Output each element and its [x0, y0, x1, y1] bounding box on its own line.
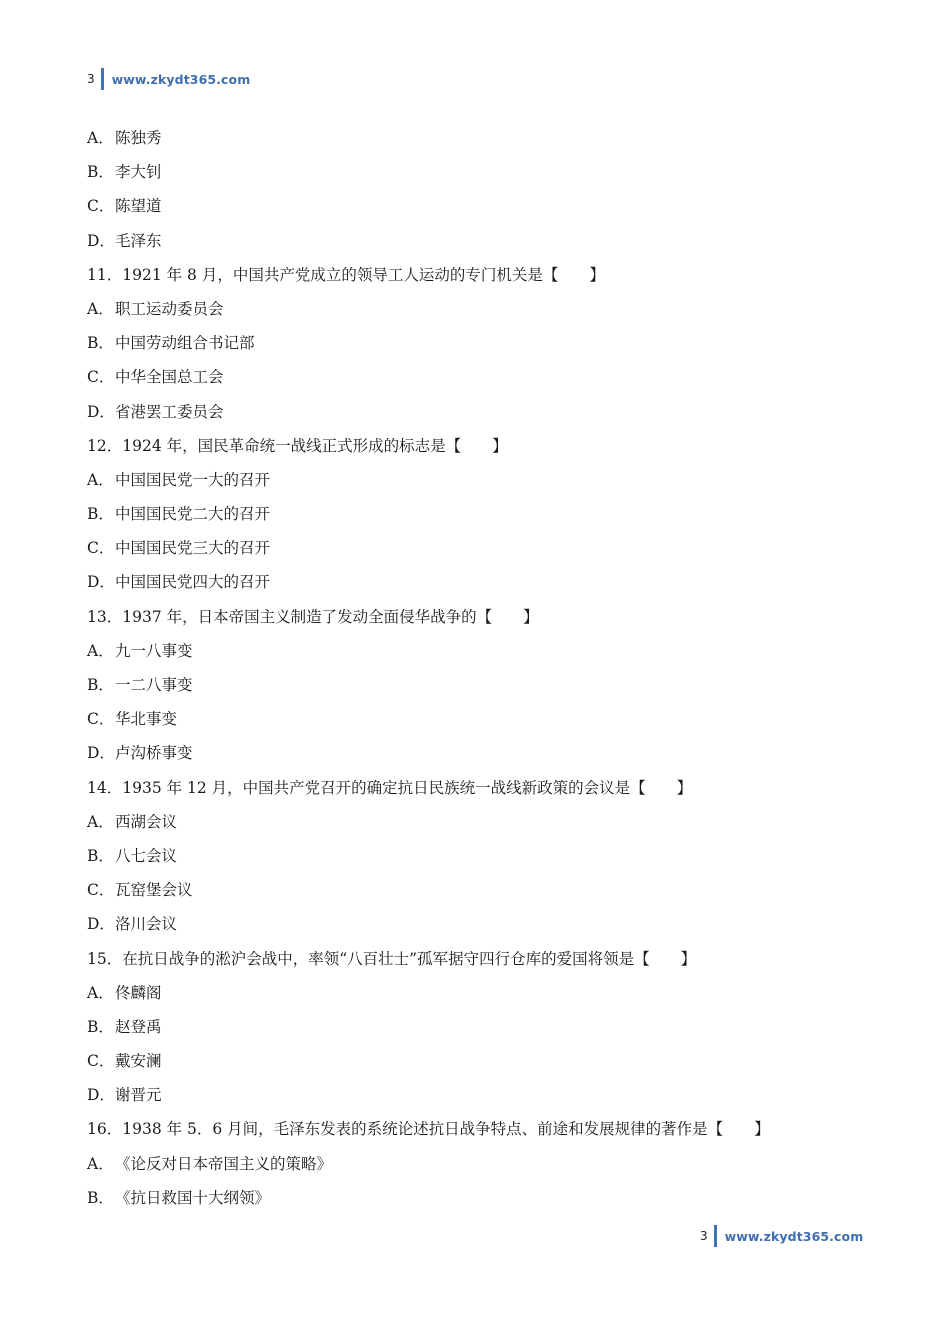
- option-text: 一二八事变: [115, 676, 193, 694]
- option-label: C．: [87, 368, 115, 387]
- option-label: A．: [87, 129, 114, 147]
- option-text: 《论反对日本帝国主义的策略》: [115, 1154, 333, 1173]
- option-label: D．: [87, 231, 115, 250]
- option-text: 洛川会议: [115, 915, 178, 934]
- option-text: 李大钊: [115, 163, 162, 182]
- option-label: C．: [87, 1052, 115, 1071]
- option-text: 瓦窑堡会议: [115, 881, 193, 900]
- option-line: [87, 531, 867, 565]
- question-text: 1935 年 12 月，中国共产党召开的确定抗日民族统一战线新政策的会议是【 】: [122, 778, 693, 797]
- option-line: [87, 463, 867, 497]
- option-line: [87, 1181, 867, 1215]
- option-label: B．: [87, 1017, 114, 1036]
- option-label: B．: [87, 163, 114, 182]
- question-number: 16．: [87, 1120, 123, 1139]
- option-label: C．: [87, 710, 115, 729]
- page-header: [87, 68, 250, 90]
- footer-divider: [714, 1225, 717, 1247]
- option-label: D．: [87, 744, 115, 763]
- option-text: 谢晋元: [115, 1086, 162, 1105]
- option-text: 西湖会议: [115, 812, 178, 831]
- option-line: [87, 565, 867, 599]
- header-page-number: 3: [87, 72, 95, 86]
- option-label: A．: [87, 983, 114, 1002]
- option-text: 中国劳动组合书记部: [115, 334, 255, 353]
- option-label: D．: [87, 402, 115, 421]
- question-text: 1924 年，国民革命统一战线正式形成的标志是【 】: [122, 436, 508, 455]
- document-body: [87, 121, 867, 1215]
- option-label: C．: [87, 539, 115, 558]
- option-text: 八七会议: [115, 846, 178, 865]
- option-line: [87, 907, 867, 941]
- option-line: [87, 634, 867, 668]
- option-line: [87, 976, 867, 1010]
- option-label: B．: [87, 334, 114, 353]
- option-line: [87, 395, 867, 429]
- question-line: [87, 600, 867, 634]
- question-line: [87, 1112, 867, 1146]
- option-label: B．: [87, 846, 114, 865]
- option-text: 卢沟桥事变: [115, 744, 193, 763]
- option-text: 《抗日救国十大纲领》: [115, 1188, 271, 1207]
- option-text: 中华全国总工会: [115, 368, 224, 387]
- option-text: 职工运动委员会: [115, 299, 224, 318]
- option-label: A．: [87, 1154, 114, 1173]
- question-line: [87, 258, 867, 292]
- option-text: 九一八事变: [115, 641, 193, 660]
- option-label: B．: [87, 676, 114, 694]
- option-line: [87, 1078, 867, 1112]
- option-text: 毛泽东: [115, 231, 162, 250]
- option-line: [87, 224, 867, 258]
- option-label: A．: [87, 641, 114, 660]
- option-line: [87, 736, 867, 770]
- option-text: 中国国民党三大的召开: [115, 539, 271, 558]
- footer-url: www.zkydt365.com: [724, 1228, 864, 1244]
- option-line: [87, 873, 867, 907]
- option-text: 陈望道: [115, 197, 162, 216]
- question-text: 1937 年，日本帝国主义制造了发动全面侵华战争的【 】: [122, 607, 539, 626]
- option-text: 中国国民党一大的召开: [115, 470, 271, 489]
- option-text: 戴安澜: [115, 1052, 162, 1071]
- option-line: [87, 189, 867, 223]
- option-line: [87, 805, 867, 839]
- option-line: [87, 326, 867, 360]
- option-line: [87, 1147, 867, 1181]
- option-line: [87, 1044, 867, 1078]
- page-footer: [700, 1225, 863, 1247]
- option-text: 赵登禹: [115, 1017, 162, 1036]
- option-label: D．: [87, 1086, 115, 1105]
- option-label: C．: [87, 197, 115, 216]
- option-line: [87, 497, 867, 531]
- question-number: 11．: [87, 265, 123, 284]
- option-label: C．: [87, 881, 115, 900]
- option-line: [87, 839, 867, 873]
- question-line: [87, 771, 867, 805]
- header-divider: [101, 68, 104, 90]
- question-text: 1921 年 8 月，中国共产党成立的领导工人运动的专门机关是【 】: [122, 265, 605, 284]
- option-label: D．: [87, 573, 115, 592]
- option-line: [87, 121, 867, 155]
- option-text: 中国国民党二大的召开: [115, 505, 271, 524]
- question-line: [87, 429, 867, 463]
- option-line: [87, 1010, 867, 1044]
- option-label: A．: [87, 812, 114, 831]
- option-label: D．: [87, 915, 115, 934]
- option-text: 陈独秀: [115, 129, 162, 147]
- footer-page-number: 3: [700, 1229, 708, 1243]
- header-url: www.zkydt365.com: [111, 71, 251, 87]
- option-label: A．: [87, 470, 114, 489]
- option-text: 华北事变: [115, 710, 178, 729]
- option-line: [87, 292, 867, 326]
- option-text: 省港罢工委员会: [115, 402, 224, 421]
- option-line: [87, 155, 867, 189]
- option-text: 中国国民党四大的召开: [115, 573, 271, 592]
- question-number: 12．: [87, 436, 123, 455]
- option-label: B．: [87, 505, 114, 524]
- question-number: 14．: [87, 778, 123, 797]
- option-label: B．: [87, 1188, 114, 1207]
- question-line: [87, 942, 867, 976]
- option-line: [87, 360, 867, 394]
- question-text: 1938 年 5．6 月间，毛泽东发表的系统论述抗日战争特点、前途和发展规律的著作是【 】: [122, 1120, 770, 1139]
- option-label: A．: [87, 299, 114, 318]
- question-number: 13．: [87, 607, 123, 626]
- option-line: [87, 702, 867, 736]
- question-number: 15．: [87, 949, 123, 968]
- option-text: 佟麟阁: [115, 983, 162, 1002]
- option-line: [87, 668, 867, 702]
- question-text: 在抗日战争的淞沪会战中，率领“八百壮士”孤军据守四行仓库的爱国将领是【 】: [122, 949, 697, 968]
